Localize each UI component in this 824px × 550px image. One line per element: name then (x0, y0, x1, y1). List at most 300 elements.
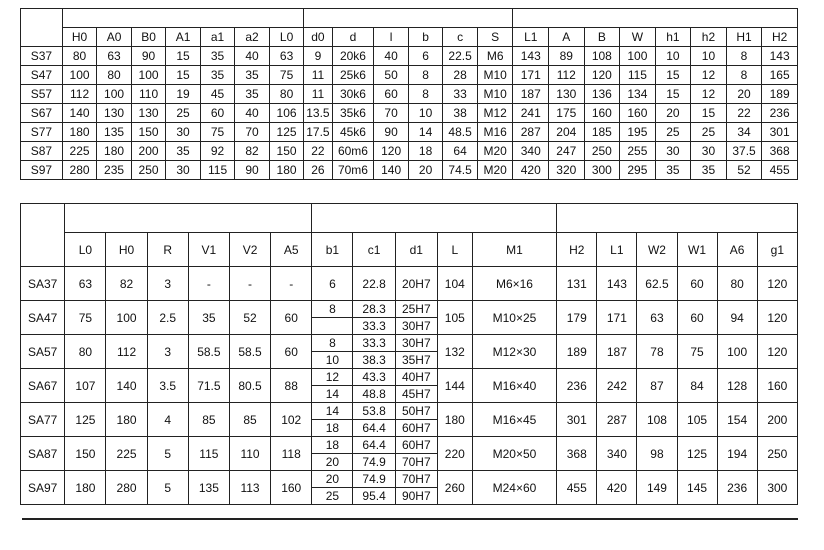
sub-value-cell: 64.4 (353, 437, 395, 454)
value-cell: 60 (271, 301, 312, 335)
value-cell: 20k6 (332, 47, 374, 66)
value-cell: 241 (513, 104, 549, 123)
column-header: L0 (269, 28, 304, 47)
value-cell: 52 (726, 161, 762, 180)
column-header: b1 (312, 233, 353, 267)
group-outline-header (513, 9, 798, 28)
value-cell: 15 (166, 47, 201, 66)
value-cell: 20 (726, 85, 762, 104)
value-cell: M12 (477, 104, 513, 123)
value-cell: 30 (655, 142, 691, 161)
value-cell: 255 (620, 142, 656, 161)
value-cell: - (188, 267, 229, 301)
value-cell: 110 (131, 85, 166, 104)
value-cell: 35 (235, 66, 270, 85)
sub-value-cell: 25H7 (395, 301, 437, 318)
value-cell: M16 (477, 123, 513, 142)
value-cell: 194 (717, 437, 757, 471)
table-row (21, 267, 798, 301)
value-cell: 13.5 (304, 104, 332, 123)
value-cell: 22 (304, 142, 332, 161)
value-cell: 185 (584, 123, 620, 142)
sub-value-cell: 64.4 (353, 420, 395, 437)
model-cell: S57 (21, 85, 63, 104)
value-cell: 28 (443, 66, 478, 85)
column-header: H2 (762, 28, 798, 47)
value-cell: 125 (677, 437, 717, 471)
value-cell: 30 (166, 123, 201, 142)
value-cell: 58.5 (229, 335, 270, 369)
table-row (21, 301, 798, 318)
value-cell: 236 (717, 471, 757, 505)
value-cell: 74.5 (443, 161, 478, 180)
sub-value-cell: 40H7 (395, 369, 437, 386)
value-cell: 22 (726, 104, 762, 123)
value-cell: 102 (271, 403, 312, 437)
value-cell: M10 (477, 66, 513, 85)
group-install-header (62, 9, 304, 28)
sub-value-cell: 10 (312, 352, 353, 369)
model-cell: SA97 (21, 471, 65, 505)
model-cell: SA57 (21, 335, 65, 369)
value-cell: 144 (437, 369, 472, 403)
value-cell: 70 (374, 104, 409, 123)
value-cell: 115 (188, 437, 229, 471)
value-cell: 35 (655, 161, 691, 180)
value-cell: 82 (106, 267, 147, 301)
table-row (21, 335, 798, 352)
value-cell: 11 (304, 66, 332, 85)
value-cell: 200 (131, 142, 166, 161)
value-cell: 180 (97, 142, 132, 161)
value-cell: 108 (584, 47, 620, 66)
column-header: h2 (691, 28, 727, 47)
value-cell: 30 (166, 161, 201, 180)
column-header: A5 (271, 233, 312, 267)
value-cell: 6 (408, 47, 443, 66)
column-header: d1 (395, 233, 437, 267)
value-cell: 115 (200, 161, 235, 180)
column-header: M1 (472, 233, 557, 267)
table-row (21, 142, 798, 161)
column-header: l (374, 28, 409, 47)
value-cell: 160 (584, 104, 620, 123)
value-cell: 25 (655, 123, 691, 142)
table-row (21, 85, 798, 104)
value-cell: 64 (443, 142, 478, 161)
value-cell: 84 (677, 369, 717, 403)
sub-value-cell: 20H7 (395, 267, 437, 301)
value-cell: 455 (762, 161, 798, 180)
value-cell: 40 (235, 47, 270, 66)
value-cell: 135 (97, 123, 132, 142)
value-cell: 260 (437, 471, 472, 505)
column-header: R (147, 233, 188, 267)
value-cell: 120 (584, 66, 620, 85)
value-cell: 18 (408, 142, 443, 161)
column-header: W2 (637, 233, 677, 267)
value-cell: 368 (762, 142, 798, 161)
thread-cell: M12×30 (472, 335, 557, 369)
sub-value-cell: 60H7 (395, 437, 437, 454)
value-cell: 300 (584, 161, 620, 180)
value-cell: 60m6 (332, 142, 374, 161)
value-cell: 160 (757, 369, 797, 403)
value-cell: 247 (549, 142, 585, 161)
table-row (21, 161, 798, 180)
model-cell: S67 (21, 104, 63, 123)
value-cell: 180 (62, 123, 97, 142)
value-cell: 26 (304, 161, 332, 180)
value-cell: 3.5 (147, 369, 188, 403)
value-cell: 60 (200, 104, 235, 123)
value-cell: 63 (97, 47, 132, 66)
model-cell: S77 (21, 123, 63, 142)
value-cell: 3 (147, 267, 188, 301)
column-header: B0 (131, 28, 166, 47)
value-cell: 250 (757, 437, 797, 471)
value-cell: 171 (597, 301, 637, 335)
column-header: a1 (200, 28, 235, 47)
value-cell: 38 (443, 104, 478, 123)
column-header: H0 (62, 28, 97, 47)
value-cell: 70m6 (332, 161, 374, 180)
value-cell: 3 (147, 335, 188, 369)
value-cell: 60 (374, 85, 409, 104)
value-cell: 20 (408, 161, 443, 180)
column-header: A6 (717, 233, 757, 267)
table-row (21, 104, 798, 123)
value-cell: 171 (513, 66, 549, 85)
value-cell: 70 (235, 123, 270, 142)
value-cell: 295 (620, 161, 656, 180)
sub-value-cell: 6 (312, 267, 353, 301)
value-cell: 80.5 (229, 369, 270, 403)
model-cell: S87 (21, 142, 63, 161)
value-cell: 25 (691, 123, 727, 142)
value-cell: 120 (757, 267, 797, 301)
thread-cell: M24×60 (472, 471, 557, 505)
value-cell: 25 (166, 104, 201, 123)
value-cell: 189 (762, 85, 798, 104)
value-cell: 130 (97, 104, 132, 123)
column-header: H0 (106, 233, 147, 267)
thread-cell: M16×45 (472, 403, 557, 437)
value-cell: 63 (269, 47, 304, 66)
value-cell: 368 (557, 437, 597, 471)
value-cell: 455 (557, 471, 597, 505)
value-cell: 34 (726, 123, 762, 142)
value-cell: 180 (106, 403, 147, 437)
value-cell: 100 (97, 85, 132, 104)
value-cell: 30k6 (332, 85, 374, 104)
value-cell: 5 (147, 471, 188, 505)
value-cell: 225 (62, 142, 97, 161)
value-cell: 10 (691, 47, 727, 66)
value-cell: 60 (271, 335, 312, 369)
value-cell: - (271, 267, 312, 301)
value-cell: 20 (655, 104, 691, 123)
column-header: B (584, 28, 620, 47)
value-cell: 15 (166, 66, 201, 85)
value-cell: 340 (597, 437, 637, 471)
value-cell: 90 (374, 123, 409, 142)
value-cell: M6 (477, 47, 513, 66)
value-cell: 100 (131, 66, 166, 85)
value-cell: 35k6 (332, 104, 374, 123)
column-header: W (620, 28, 656, 47)
sub-value-cell: 48.8 (353, 386, 395, 403)
column-header: b (408, 28, 443, 47)
value-cell: 180 (65, 471, 106, 505)
value-cell: 4 (147, 403, 188, 437)
value-cell: 140 (106, 369, 147, 403)
value-cell: 60 (677, 267, 717, 301)
column-header: A1 (166, 28, 201, 47)
value-cell: 45 (200, 85, 235, 104)
value-cell: 35 (235, 85, 270, 104)
value-cell: 154 (717, 403, 757, 437)
value-cell: 94 (717, 301, 757, 335)
value-cell: 136 (584, 85, 620, 104)
sub-value-cell: 22.8 (353, 267, 395, 301)
value-cell: 52 (229, 301, 270, 335)
group-shaft-header-2 (312, 204, 557, 233)
sub-value-cell: 8 (312, 335, 353, 352)
column-header: d0 (304, 28, 332, 47)
sub-value-cell: 8 (312, 301, 353, 318)
value-cell: 132 (437, 335, 472, 369)
sub-value-cell: 25 (312, 488, 353, 505)
value-cell: 60 (677, 301, 717, 335)
sub-value-cell: 45H7 (395, 386, 437, 403)
value-cell: 420 (597, 471, 637, 505)
column-header: H1 (726, 28, 762, 47)
value-cell: 220 (437, 437, 472, 471)
value-cell: 280 (62, 161, 97, 180)
value-cell: 180 (437, 403, 472, 437)
sub-value-cell: 74.9 (353, 471, 395, 488)
model-cell: SA47 (21, 301, 65, 335)
value-cell: 143 (762, 47, 798, 66)
value-cell: 82 (235, 142, 270, 161)
sub-value-cell: 43.3 (353, 369, 395, 386)
sub-value-cell: 95.4 (353, 488, 395, 505)
column-header: c (443, 28, 478, 47)
sub-value-cell: 33.3 (353, 335, 395, 352)
value-cell: 187 (597, 335, 637, 369)
value-cell: 104 (437, 267, 472, 301)
model-cell: S47 (21, 66, 63, 85)
column-header: L1 (597, 233, 637, 267)
value-cell: 98 (637, 437, 677, 471)
group-shaft-header (304, 9, 513, 28)
table-row (21, 471, 798, 488)
sub-value-cell: 38.3 (353, 352, 395, 369)
value-cell: 90 (131, 47, 166, 66)
value-cell: 80 (97, 66, 132, 85)
column-header: H2 (557, 233, 597, 267)
sub-value-cell: 30H7 (395, 335, 437, 352)
value-cell: 301 (762, 123, 798, 142)
value-cell: 100 (717, 335, 757, 369)
value-cell: 189 (557, 335, 597, 369)
value-cell: 195 (620, 123, 656, 142)
value-cell: 105 (437, 301, 472, 335)
table-row (21, 47, 798, 66)
value-cell: 100 (106, 301, 147, 335)
value-cell: 25k6 (332, 66, 374, 85)
column-header: L1 (513, 28, 549, 47)
value-cell: 150 (131, 123, 166, 142)
sub-value-cell: 14 (312, 386, 353, 403)
sub-value-cell: 60H7 (395, 420, 437, 437)
table-row (21, 437, 798, 454)
value-cell: 35 (200, 47, 235, 66)
value-cell: 85 (229, 403, 270, 437)
value-cell: 10 (655, 47, 691, 66)
value-cell: 100 (620, 47, 656, 66)
value-cell: 22.5 (443, 47, 478, 66)
sub-value-cell: 20 (312, 471, 353, 488)
value-cell: 125 (269, 123, 304, 142)
table-row (21, 369, 798, 386)
value-cell: 106 (269, 104, 304, 123)
value-cell: 14 (408, 123, 443, 142)
value-cell: 200 (757, 403, 797, 437)
value-cell: 107 (65, 369, 106, 403)
sub-value-cell: 14 (312, 403, 353, 420)
value-cell: 143 (513, 47, 549, 66)
sub-value-cell: 20 (312, 454, 353, 471)
value-cell: 287 (597, 403, 637, 437)
value-cell: 340 (513, 142, 549, 161)
value-cell: 105 (677, 403, 717, 437)
model-cell: SA37 (21, 267, 65, 301)
value-cell: 204 (549, 123, 585, 142)
sub-value-cell (312, 318, 353, 335)
value-cell: 63 (637, 301, 677, 335)
sub-value-cell: 33.3 (353, 318, 395, 335)
value-cell: 80 (717, 267, 757, 301)
value-cell: 80 (65, 335, 106, 369)
value-cell: 150 (65, 437, 106, 471)
value-cell: 301 (557, 403, 597, 437)
group-outline-header-2 (557, 204, 798, 233)
value-cell: 420 (513, 161, 549, 180)
value-cell: 87 (637, 369, 677, 403)
column-header: c1 (353, 233, 395, 267)
value-cell: 35 (188, 301, 229, 335)
thread-cell: M20×50 (472, 437, 557, 471)
column-header: A0 (97, 28, 132, 47)
value-cell: 30 (691, 142, 727, 161)
value-cell: 19 (166, 85, 201, 104)
value-cell: 131 (557, 267, 597, 301)
value-cell: 9 (304, 47, 332, 66)
value-cell: 8 (408, 85, 443, 104)
value-cell: 33 (443, 85, 478, 104)
value-cell: 187 (513, 85, 549, 104)
value-cell: 143 (597, 267, 637, 301)
value-cell: M10 (477, 85, 513, 104)
value-cell: 112 (549, 66, 585, 85)
value-cell: 120 (757, 301, 797, 335)
thread-cell: M10×25 (472, 301, 557, 335)
value-cell: 160 (620, 104, 656, 123)
value-cell: 242 (597, 369, 637, 403)
value-cell: 235 (97, 161, 132, 180)
value-cell: 58.5 (188, 335, 229, 369)
value-cell: 120 (757, 335, 797, 369)
value-cell: 80 (269, 85, 304, 104)
value-cell: 250 (131, 161, 166, 180)
column-header: a2 (235, 28, 270, 47)
value-cell: 17.5 (304, 123, 332, 142)
value-cell: 75 (65, 301, 106, 335)
group-install-header-2 (65, 204, 312, 233)
value-cell: 2.5 (147, 301, 188, 335)
value-cell: 75 (677, 335, 717, 369)
sub-value-cell: 70H7 (395, 454, 437, 471)
value-cell: 150 (269, 142, 304, 161)
model-cell: S97 (21, 161, 63, 180)
sub-value-cell: 30H7 (395, 318, 437, 335)
column-header: V1 (188, 233, 229, 267)
column-header: L0 (65, 233, 106, 267)
value-cell: 280 (106, 471, 147, 505)
value-cell: 160 (271, 471, 312, 505)
value-cell: 140 (62, 104, 97, 123)
value-cell: 8 (726, 47, 762, 66)
value-cell: 125 (65, 403, 106, 437)
value-cell: 120 (374, 142, 409, 161)
value-cell: 165 (762, 66, 798, 85)
value-cell: 35 (200, 66, 235, 85)
table-sa-series (20, 203, 798, 505)
value-cell: 63 (65, 267, 106, 301)
value-cell: 118 (271, 437, 312, 471)
value-cell: 71.5 (188, 369, 229, 403)
value-cell: 135 (188, 471, 229, 505)
sub-value-cell: 28.3 (353, 301, 395, 318)
column-header: S (477, 28, 513, 47)
value-cell: 10 (408, 104, 443, 123)
value-cell: 11 (304, 85, 332, 104)
sub-value-cell: 74.9 (353, 454, 395, 471)
value-cell: 130 (131, 104, 166, 123)
value-cell: 8 (726, 66, 762, 85)
value-cell: 113 (229, 471, 270, 505)
value-cell: 112 (62, 85, 97, 104)
corner-cell (21, 9, 63, 47)
model-cell: SA87 (21, 437, 65, 471)
value-cell: 48.5 (443, 123, 478, 142)
value-cell: 320 (549, 161, 585, 180)
value-cell: 130 (549, 85, 585, 104)
value-cell: 145 (677, 471, 717, 505)
value-cell: 45k6 (332, 123, 374, 142)
value-cell: 12 (691, 66, 727, 85)
column-header: h1 (655, 28, 691, 47)
value-cell: 250 (584, 142, 620, 161)
thread-cell: M16×40 (472, 369, 557, 403)
value-cell: 112 (106, 335, 147, 369)
value-cell: 78 (637, 335, 677, 369)
table-row (21, 403, 798, 420)
table-row (21, 66, 798, 85)
column-header: d (332, 28, 374, 47)
